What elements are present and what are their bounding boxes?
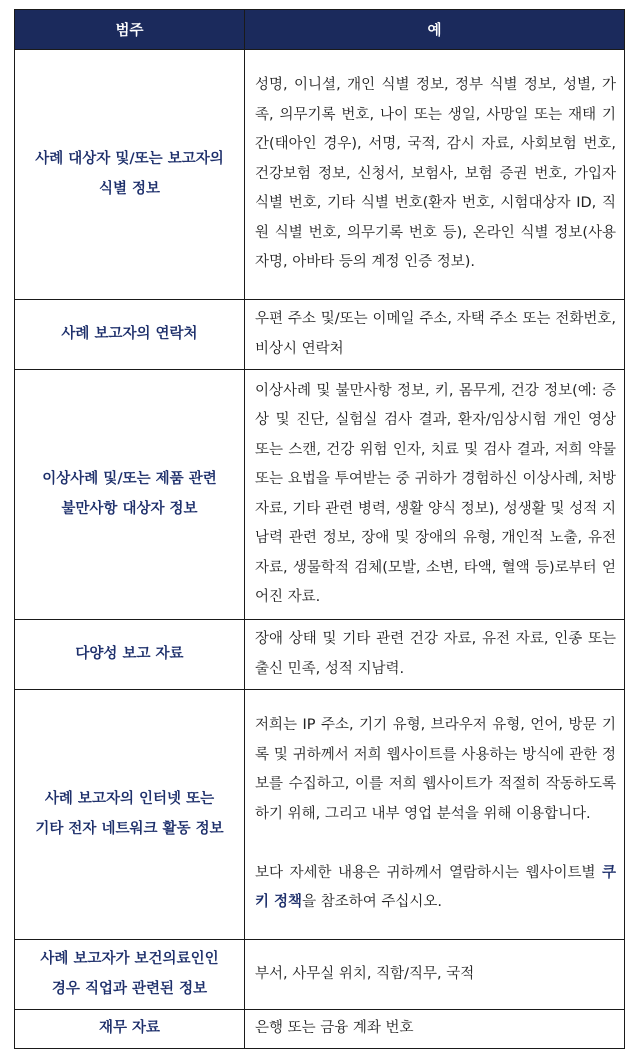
- example-cell: [245, 690, 625, 940]
- category-cell: [15, 370, 245, 620]
- category-cell: [15, 620, 245, 690]
- category-line: 사례 대상자 및/또는 보고자의: [35, 151, 224, 167]
- table-row: [15, 620, 625, 690]
- table-header-row: [15, 10, 625, 50]
- category-cell: [15, 50, 245, 300]
- header-example: 예: [245, 10, 625, 50]
- example-cell: 성명, 이니셜, 개인 식별 정보, 정부 식별 정보, 성별, 가족, 의무기록 번호, 나이 또는 생일, 사망일 또는 재태 기간(태아인 경우), 서명, 국적, 감시 자료, 사회보험 번호, 건강보험 정보, 신청서, 보험사, 보험 증권 번호, 가입자 식별 번호, 기타 식별 번호(환자 번호, 시험대상자 ID, 직원 식별 번호, 의무기록 번호 등), 온라인 식별 정보(사용자명, 아바타 등의 계정 인증 정보).: [245, 50, 625, 300]
- example-text: 저희는 IP 주소, 기기 유형, 브라우저 유형, 언어, 방문 기록 및 귀하께서 저희 웹사이트를 사용하는 방식에 관한 정보를 수집하고, 이를 저희 웹사이트가 적절히 작동하도록 하기 위해, 그리고 내부 영업 분석을 위해 이용합니다.: [255, 717, 616, 822]
- category-line: 식별 정보: [98, 180, 161, 197]
- category-cell: [15, 690, 245, 940]
- table-row: [15, 690, 625, 940]
- example-cell: 이상사례 및 불만사항 정보, 키, 몸무게, 건강 정보(예: 증상 및 진단, 실험실 검사 결과, 환자/임상시험 개인 영상 또는 스캔, 건강 위험 인자, 치료 및 검사 결과, 저희 약물 또는 요법을 투여받는 중 귀하가 경험하신 이상사례, 처방 자료, 기타 관련 병력, 생활 양식 정보), 성생활 및 성적 지남력 관련 정보, 장애 및 장애의 유형, 개인적 노출, 유전 자료, 생물학적 검체(모발, 소변, 타액, 혈액 등)로부터 얻어진 자료.: [245, 370, 625, 620]
- header-category: 범주: [15, 10, 245, 50]
- example-cell: 우편 주소 및/또는 이메일 주소, 자택 주소 또는 전화번호, 비상시 연락처: [245, 300, 625, 370]
- category-cell: [15, 1010, 245, 1049]
- category-line: 이상사례 및/또는 제품 관련: [42, 471, 217, 487]
- category-cell: [15, 940, 245, 1010]
- cookie-policy-link[interactable]: 쿠키 정책: [255, 864, 617, 911]
- table-row: [15, 370, 625, 620]
- table-row: [15, 940, 625, 1010]
- example-text-more: 보다 자세한 내용은 귀하께서 열람하시는 웹사이트별: [255, 864, 596, 881]
- category-line: 기타 전자 네트워크 활동 정보: [35, 820, 224, 837]
- example-cell: 부서, 사무실 위치, 직함/직무, 국적: [245, 940, 625, 1010]
- category-line: 경우 직업과 관련된 정보: [51, 980, 208, 997]
- category-line: 재무 자료: [98, 1020, 161, 1036]
- category-line: 다양성 보고 자료: [75, 645, 184, 662]
- category-cell: [15, 300, 245, 370]
- table-row: [15, 50, 625, 300]
- data-category-table: [14, 9, 625, 1049]
- table-row: [15, 300, 625, 370]
- category-line: 사례 보고자가 보건의료인인: [40, 951, 219, 967]
- category-line: 사례 보고자의 인터넷 또는: [44, 791, 215, 807]
- example-cell: 장애 상태 및 기타 관련 건강 자료, 유전 자료, 인종 또는 출신 민족, 성적 지남력.: [245, 620, 625, 690]
- category-line: 사례 보고자의 연락처: [61, 325, 198, 342]
- category-line: 불만사항 대상자 정보: [61, 500, 198, 517]
- example-cell: 은행 또는 금융 계좌 번호: [245, 1010, 625, 1049]
- table-row: [15, 1010, 625, 1049]
- example-text-end: 을 참조하여 주십시오.: [302, 894, 442, 911]
